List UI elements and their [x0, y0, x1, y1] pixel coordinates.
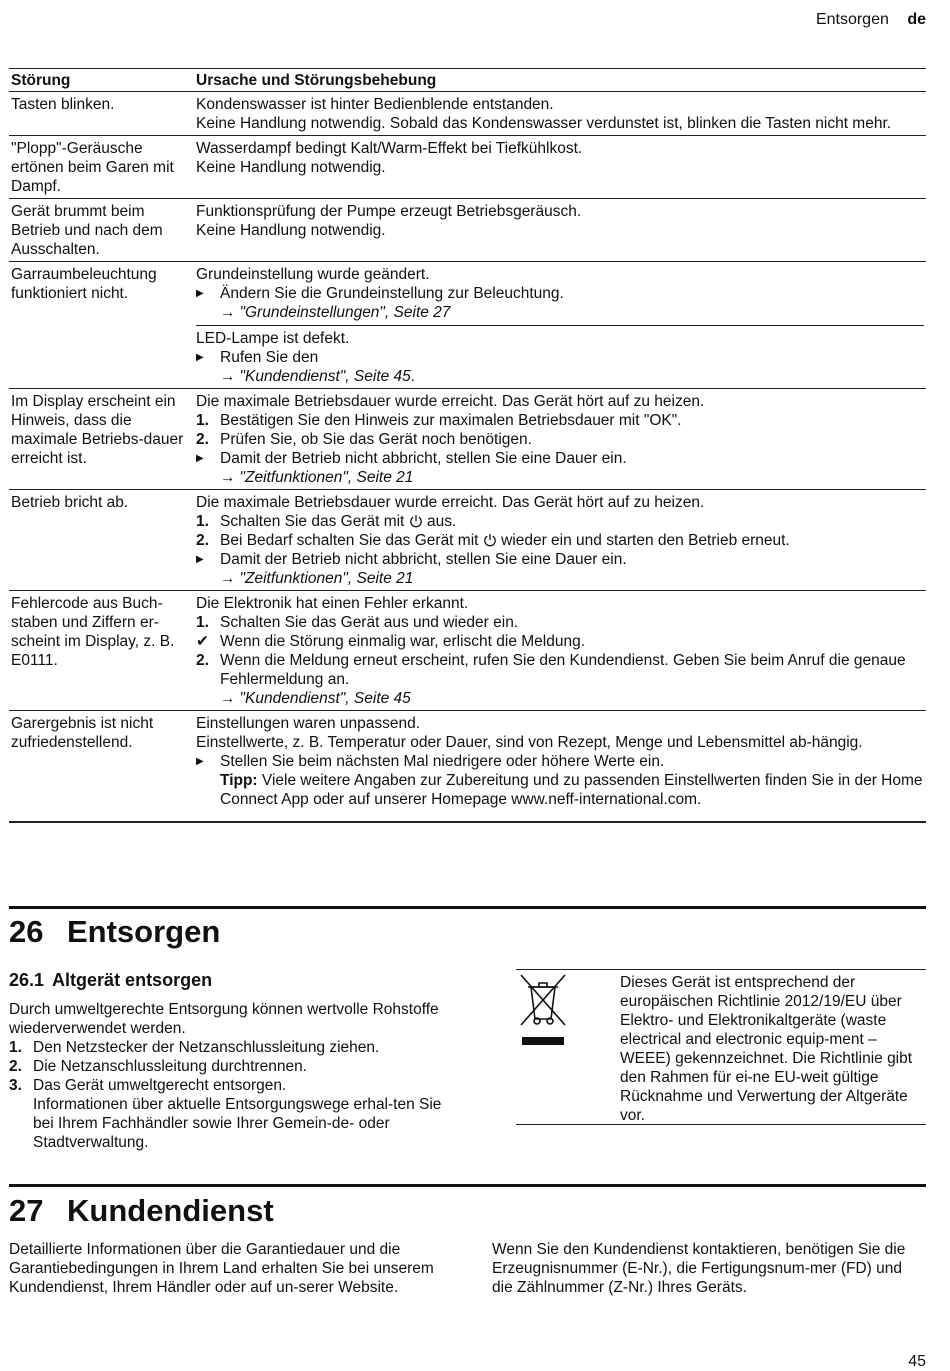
- instruction-step: 2. Prüfen Sie, ob Sie das Gerät noch benötigen.: [196, 431, 532, 448]
- weee-text: Dieses Gerät ist entsprechend der europäischen Richtlinie 2012/19/EU über Elektro- und Elektronikaltgeräte (waste electrical and electronic equip-ment – WEEE) gekennzeichnet. Die Richtlinie gibt den Rahmen für ei-ne EU-weit gültige Rücknahme und Verwertung der Altgeräte vor.: [620, 974, 913, 1124]
- cause-block: [196, 265, 924, 326]
- cause-text: Einstellwerte, z. B. Temperatur oder Dauer, sind von Rezept, Menge und Lebensmittel ab-hängig.: [196, 734, 863, 751]
- table-row: [9, 490, 926, 591]
- result-step: ✔ Wenn die Störung einmalig war, erlischt die Meldung.: [196, 633, 586, 650]
- instruction-step: 2. Bei Bedarf schalten Sie das Gerät mit wieder ein und starten den Betrieb erneut.: [196, 532, 790, 549]
- service-info-right: Wenn Sie den Kundendienst kontaktieren, benötigen Sie die Erzeugnisnummer (E-Nr.), die Fertigungsnum-mer (FD) und die Zählnummer (Z-Nr.) Ihres Geräts.: [492, 1241, 906, 1296]
- fault-cell: Garergebnis ist nicht zufriedenstellend.: [9, 711, 194, 823]
- service-info-left: Detaillierte Informationen über die Garantiedauer und die Garantiebedingungen in Ihrem Land erhalten Sie bei unserem Kundendienst, Ihrem Händler oder auf un-serer Website.: [9, 1241, 434, 1296]
- fault-cell: Fehlercode aus Buch-staben und Ziffern er-scheint im Display, z. B. E0111.: [9, 591, 194, 711]
- instruction-step: 1. Bestätigen Sie den Hinweis zur maximalen Betriebsdauer mit "OK".: [196, 412, 682, 429]
- subsection-heading: 26.1 Altgerät entsorgen: [9, 970, 213, 990]
- instruction-step: 1. Schalten Sie das Gerät mit aus.: [196, 513, 457, 530]
- triangle-bullet-icon: ▶: [196, 453, 204, 464]
- arrow-right-icon: →: [220, 368, 236, 385]
- section-heading-26: 26 Entsorgen: [9, 914, 221, 949]
- table-row: [9, 262, 926, 389]
- arrow-right-icon: →: [220, 690, 236, 707]
- fault-cell: Gerät brummt beim Betrieb und nach dem Ausschalten.: [9, 199, 194, 262]
- cause-cell: [194, 199, 926, 262]
- table-row: [9, 199, 926, 262]
- list-item: 3. Das Gerät umweltgerecht entsorgen.: [9, 1077, 287, 1094]
- cause-text: Wasserdampf bedingt Kalt/Warm-Effekt bei Tiefkühlkost.: [196, 140, 583, 157]
- info-paragraph: Informationen über aktuelle Entsorgungswege erhal-ten Sie bei Ihrem Fachhändler sowie Ihrer Gemein-de- oder Stadtverwaltung.: [33, 1096, 442, 1151]
- triangle-bullet-icon: ▶: [196, 352, 204, 363]
- cause-text: Grundeinstellung wurde geändert.: [196, 266, 430, 283]
- table-row: [9, 389, 926, 490]
- fault-cell: "Plopp"-Geräusche ertönen beim Garen mit Dampf.: [9, 136, 194, 199]
- table-row: [9, 711, 926, 823]
- instruction-step: ▶ Stellen Sie beim nächsten Mal niedrigere oder höhere Werte ein.: [196, 753, 665, 770]
- cause-text: Kondenswasser ist hinter Bedienblende entstanden.: [196, 96, 554, 113]
- cross-reference[interactable]: → "Kundendienst", Seite 45.: [220, 368, 416, 385]
- arrow-right-icon: →: [220, 570, 236, 587]
- cause-text: LED-Lampe ist defekt.: [196, 330, 350, 347]
- header-section: Entsorgen: [815, 11, 889, 28]
- col-header-fault: Störung: [9, 69, 194, 92]
- table-row: [9, 591, 926, 711]
- instruction-step: ▶ Ändern Sie die Grundeinstellung zur Beleuchtung.: [196, 285, 564, 302]
- cross-reference[interactable]: → "Kundendienst", Seite 45: [220, 690, 411, 707]
- cause-text: Einstellungen waren unpassend.: [196, 715, 421, 732]
- cause-text: Die maximale Betriebsdauer wurde erreicht. Das Gerät hört auf zu heizen.: [196, 393, 705, 410]
- col-header-cause: Ursache und Störungsbehebung: [194, 69, 926, 92]
- fault-table: [9, 68, 926, 823]
- cause-cell: [194, 262, 926, 389]
- instruction-step: ▶ Damit der Betrieb nicht abbricht, stellen Sie eine Dauer ein.: [196, 450, 627, 467]
- cause-cell: [194, 591, 926, 711]
- power-icon: [409, 514, 423, 528]
- fault-cell: Tasten blinken.: [9, 92, 194, 136]
- arrow-right-icon: →: [220, 304, 236, 321]
- cause-text: Funktionsprüfung der Pumpe erzeugt Betriebsgeräusch.: [196, 203, 582, 220]
- page-header: [816, 10, 926, 29]
- remedy-text: Keine Handlung notwendig.: [196, 222, 386, 239]
- tip-note: Tipp: Viele weitere Angaben zur Zubereitung und zu passenden Einstellwerten finden Sie in der Home Connect App oder auf unserer Homepage www.neff-international.com.: [220, 772, 923, 808]
- cause-text: Die Elektronik hat einen Fehler erkannt.: [196, 595, 469, 612]
- triangle-bullet-icon: ▶: [196, 554, 204, 565]
- fault-cell: Betrieb bricht ab.: [9, 490, 194, 591]
- section-rule: [9, 906, 926, 909]
- arrow-right-icon: →: [220, 469, 236, 486]
- cause-cell: [194, 92, 926, 136]
- list-item: 2. Die Netzanschlussleitung durchtrennen.: [9, 1058, 307, 1075]
- instruction-step: 2. Wenn die Meldung erneut erscheint, rufen Sie den Kundendienst. Geben Sie beim Anruf die genaue Fehlermeldung an.: [196, 652, 906, 688]
- fault-cell: Im Display erscheint ein Hinweis, dass die maximale Betriebs-dauer erreicht ist.: [9, 389, 194, 490]
- cause-cell: [194, 490, 926, 591]
- fault-cell: Garraumbeleuchtung funktioniert nicht.: [9, 262, 194, 389]
- intro-paragraph: Durch umweltgerechte Entsorgung können wertvolle Rohstoffe wiederverwendet werden.: [9, 1001, 439, 1037]
- remedy-text: Keine Handlung notwendig.: [196, 159, 386, 176]
- remedy-text: Keine Handlung notwendig. Sobald das Kondenswasser verdunstet ist, blinken die Tasten nicht mehr.: [196, 115, 892, 132]
- disposal-text: [9, 1000, 449, 1152]
- weee-notice: [516, 969, 926, 1125]
- cause-text: Die maximale Betriebsdauer wurde erreicht. Das Gerät hört auf zu heizen.: [196, 494, 705, 511]
- instruction-step: ▶ Rufen Sie den: [196, 349, 319, 366]
- triangle-bullet-icon: ▶: [196, 288, 204, 299]
- cause-cell: [194, 389, 926, 490]
- section-rule: [9, 1184, 926, 1187]
- header-language: de: [907, 11, 926, 28]
- page-number: 45: [908, 1353, 926, 1370]
- power-icon: [483, 533, 497, 547]
- section-heading-27: 27 Kundendienst: [9, 1193, 274, 1228]
- instruction-step: ▶ Damit der Betrieb nicht abbricht, stellen Sie eine Dauer ein.: [196, 551, 627, 568]
- cause-block: [196, 329, 924, 386]
- triangle-bullet-icon: ▶: [196, 756, 204, 767]
- table-row: [9, 92, 926, 136]
- cause-cell: [194, 711, 926, 823]
- cross-reference[interactable]: → "Grundeinstellungen", Seite 27: [220, 304, 451, 321]
- cross-reference[interactable]: → "Zeitfunktionen", Seite 21: [220, 570, 414, 587]
- check-icon: ✔: [196, 633, 209, 650]
- list-item: 1. Den Netzstecker der Netzanschlussleitung ziehen.: [9, 1039, 380, 1056]
- instruction-step: 1. Schalten Sie das Gerät aus und wieder ein.: [196, 614, 519, 631]
- cause-cell: [194, 136, 926, 199]
- crossed-out-bin-icon: [519, 973, 567, 1047]
- table-row: [9, 136, 926, 199]
- cross-reference[interactable]: → "Zeitfunktionen", Seite 21: [220, 469, 414, 486]
